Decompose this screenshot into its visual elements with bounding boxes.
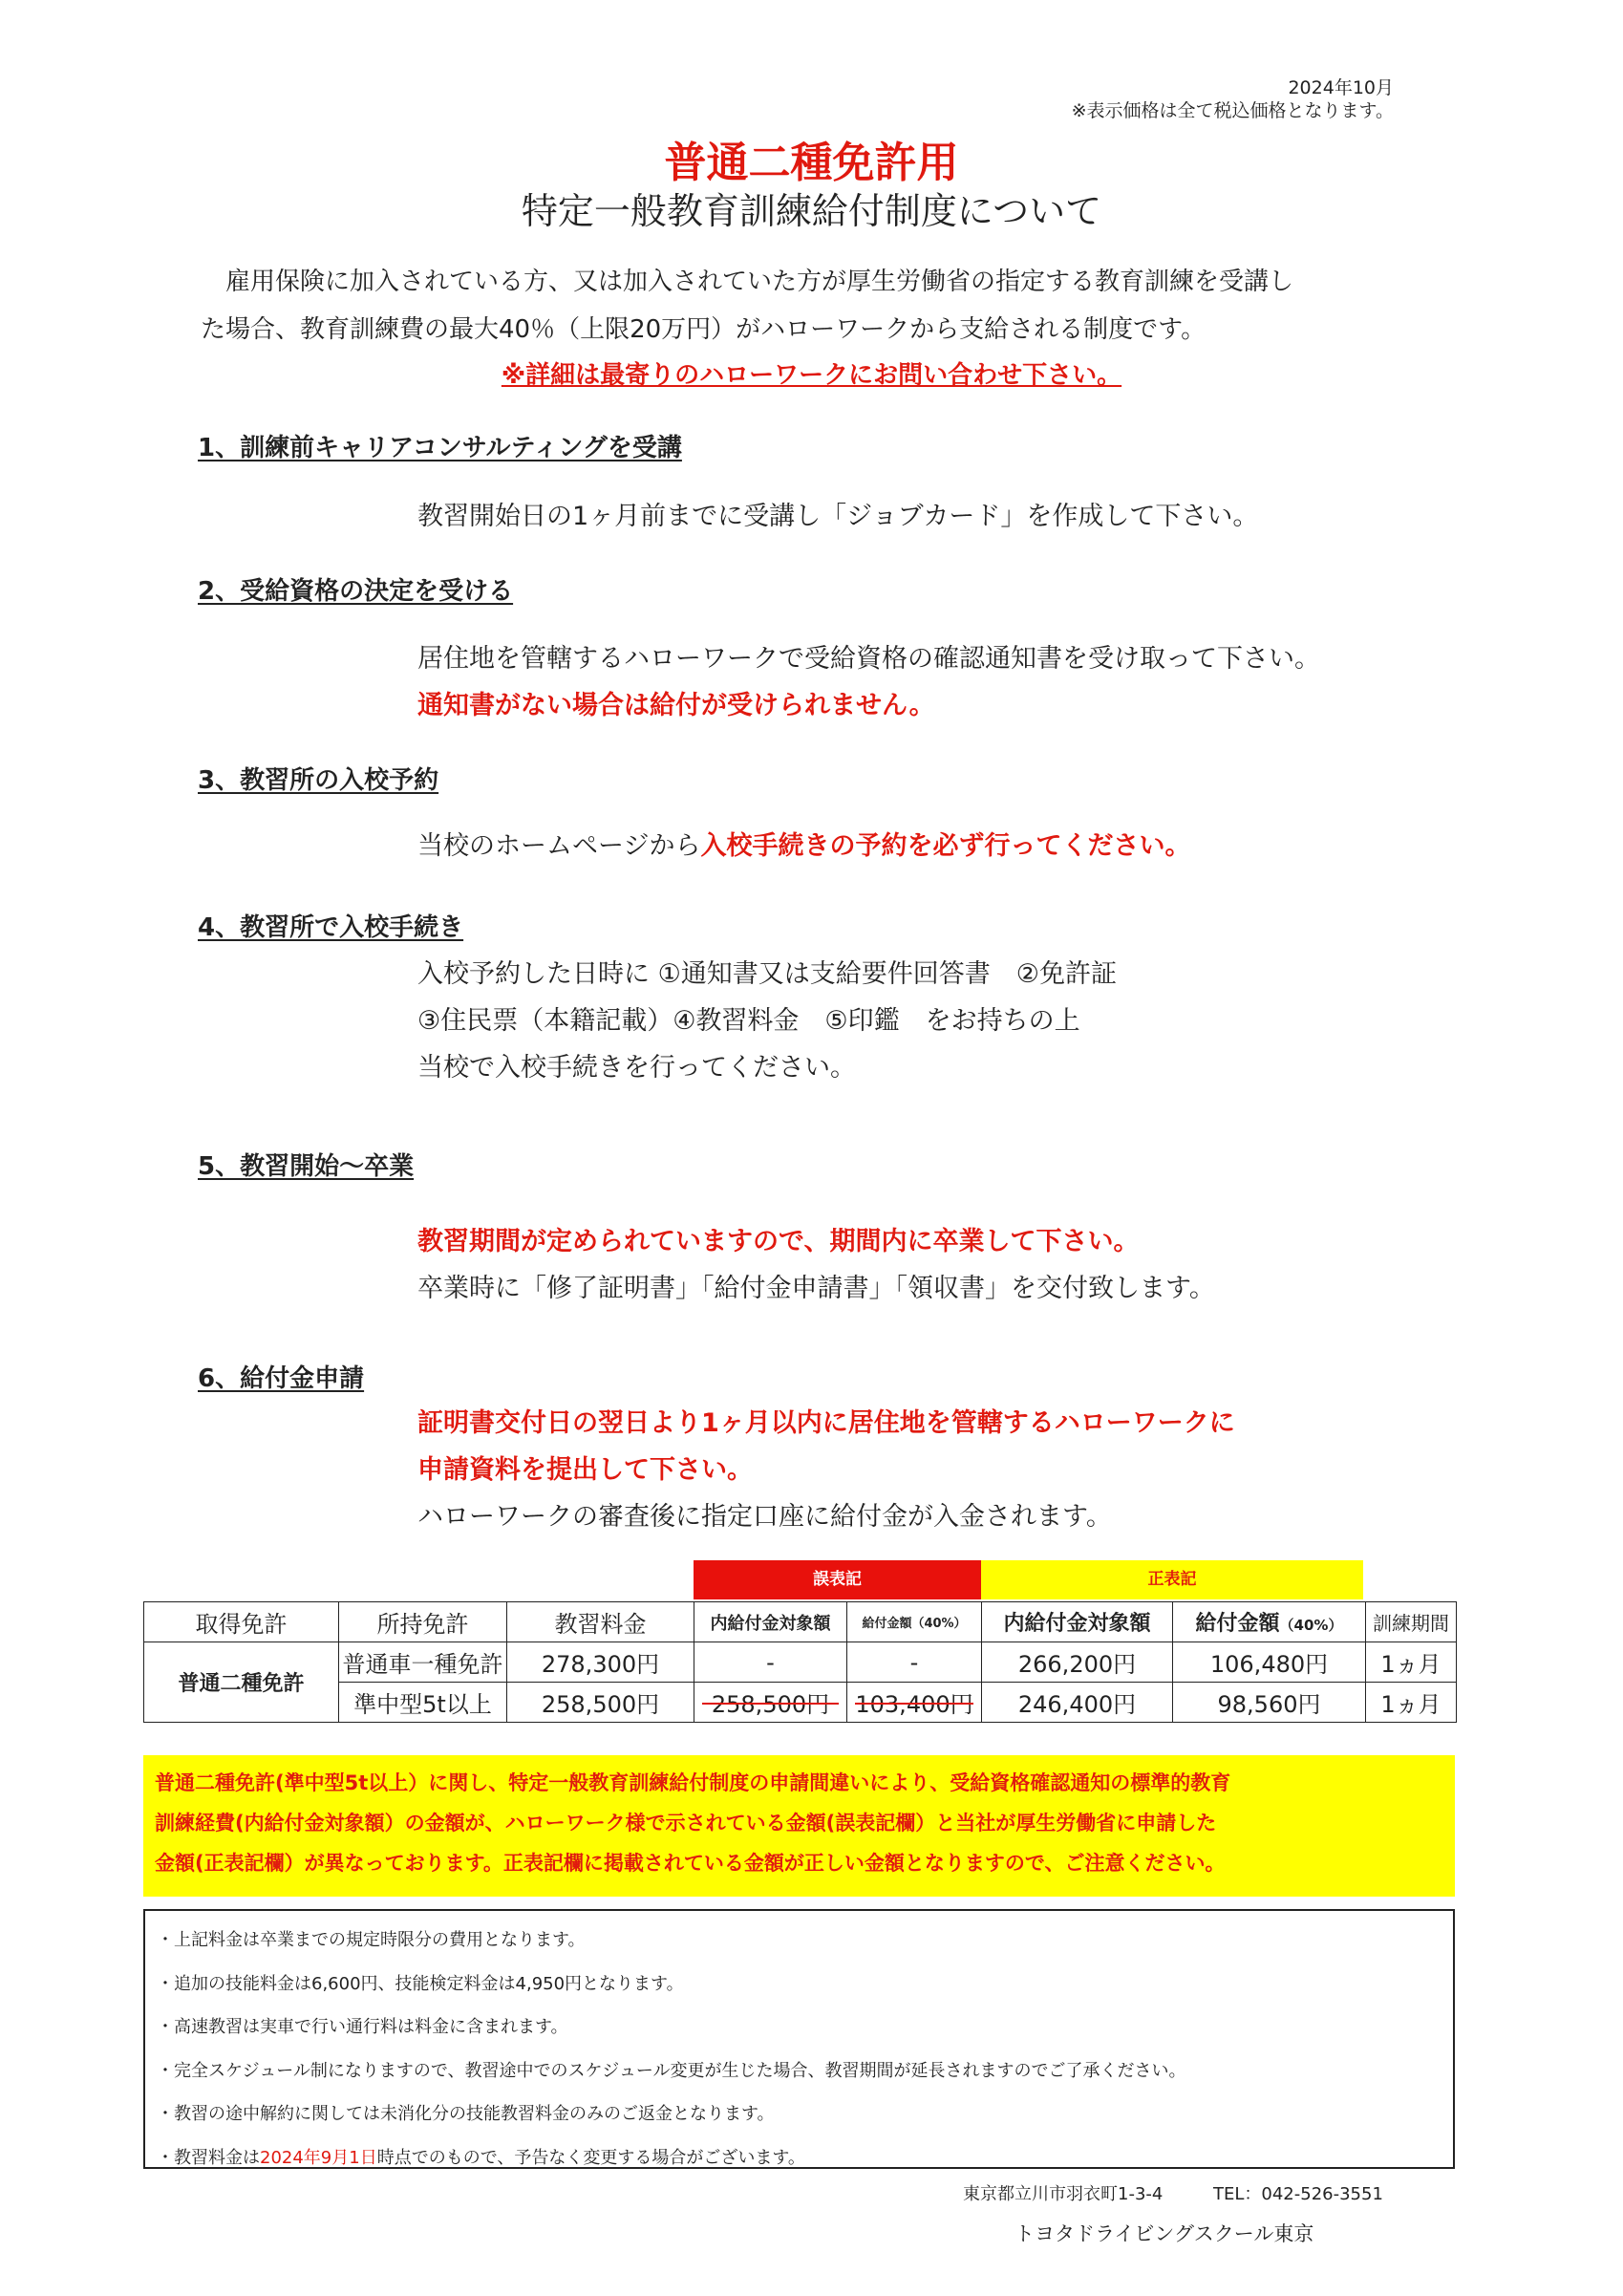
note-4: ・完全スケジュール制になりますので、教習途中でのスケジュール変更が生じた場合、教習期間が延長されますのでご了承ください。 [157, 2060, 1186, 2081]
section-4-heading: 4、教習所で入校手続き [198, 913, 464, 942]
section-1-heading: 1、訓練前キャリアコンサルティングを受講 [198, 434, 682, 462]
header-correct-target: 内給付金対象額 [982, 1602, 1173, 1642]
section-4-line-2: ③住民票（本籍記載）④教習料金 ⑤印鑑 をお持ちの上 [417, 1006, 1080, 1036]
page-subtitle: 特定一般教育訓練給付制度について [521, 190, 1102, 232]
intro-line-2: た場合、教育訓練費の最大40％（上限20万円）がハローワークから支給される制度です。 [201, 315, 1207, 344]
row2-wrong-amount: 103,400円 [847, 1683, 982, 1723]
section-3-body [417, 823, 1190, 869]
header-wrong-amount: 給付金額（40%） [847, 1602, 982, 1642]
section-4-body [417, 951, 1117, 1091]
section-6-line-1: 証明書交付日の翌日より1ヶ月以内に居住地を管轄するハローワークに [417, 1408, 1235, 1438]
notice-line-1: 普通二種免許(準中型5t以上）に関し、特定一般教育訓練給付制度の申請間違いにより、受給資格確認通知の標準的教育 [155, 1771, 1231, 1794]
license-name-cell: 普通二種免許 [144, 1642, 339, 1723]
intro-line-1: 雇用保険に加入されている方、又は加入されていた方が厚生労働省の指定する教育訓練を受講し [225, 268, 1294, 296]
section-2-body [417, 635, 1320, 729]
table-row [144, 1683, 1457, 1723]
intro-note-text: ※詳細は最寄りのハローワークにお問い合わせ下さい。 [501, 361, 1122, 390]
header-period: 訓練期間 [1366, 1602, 1457, 1642]
section-2-line-1: 居住地を管轄するハローワークで受給資格の確認通知書を受け取って下さい。 [417, 644, 1320, 674]
section-1-line-1: 教習開始日の1ヶ月前までに受講し「ジョブカード」を作成して下さい。 [417, 502, 1259, 531]
row2-correct-amount: 98,560円 [1173, 1683, 1366, 1723]
row1-correct-target: 266,200円 [982, 1642, 1173, 1683]
header-correct-amount-main: 給付金額 [1195, 1612, 1280, 1636]
section-6-line-2: 申請資料を提出して下さい。 [417, 1455, 753, 1485]
footer-address: 東京都立川市羽衣町1-3-4 [963, 2184, 1164, 2204]
note-2: ・追加の技能料金は6,600円、技能検定料金は4,950円となります。 [157, 1973, 684, 1994]
table-row [144, 1642, 1457, 1683]
row1-period: 1ヵ月 [1366, 1642, 1457, 1683]
note-1: ・上記料金は卒業までの規定時限分の費用となります。 [157, 1930, 586, 1950]
correction-notice [143, 1755, 1455, 1897]
footer-school: トヨタドライビングスクール東京 [1014, 2222, 1314, 2245]
section-1-body [417, 493, 1258, 540]
intro-paragraph [201, 258, 1442, 354]
section-6-line-3: ハローワークの審査後に指定口座に給付金が入金されます。 [417, 1502, 1112, 1532]
note-6c: 時点でのもので、予告なく変更する場合がございます。 [376, 2147, 805, 2168]
note-6a: ・教習料金は [157, 2147, 260, 2168]
note-3: ・高速教習は実車で行い通行料は料金に含まれます。 [157, 2017, 568, 2037]
section-5-heading: 5、教習開始～卒業 [198, 1152, 415, 1181]
section-5-body [417, 1218, 1215, 1312]
section-6-heading: 6、給付金申請 [198, 1364, 365, 1393]
notes-box [143, 1909, 1455, 2169]
row1-held: 普通車一種免許 [339, 1642, 507, 1683]
row2-wrong-target: 258,500円 [694, 1683, 847, 1723]
section-5-line-2: 卒業時に「修了証明書」「給付金申請書」「領収書」を交付致します。 [417, 1274, 1215, 1303]
issue-date: 2024年10月 [1288, 77, 1394, 98]
row2-correct-target: 246,400円 [982, 1683, 1173, 1723]
note-6 [157, 2136, 1441, 2180]
correct-label: 正表記 [981, 1560, 1363, 1599]
section-5-line-1: 教習期間が定められていますので、期間内に卒業して下さい。 [417, 1227, 1140, 1256]
note-6-date: 2024年9月1日 [260, 2147, 377, 2168]
header-license: 取得免許 [144, 1602, 339, 1642]
wrong-label: 誤表記 [694, 1560, 981, 1599]
row1-wrong-target: - [694, 1642, 847, 1683]
table-header-row [144, 1602, 1457, 1642]
section-2-warning: 通知書がない場合は給付が受けられません。 [417, 691, 935, 720]
footer-tel: TEL：042-526-3551 [1213, 2184, 1383, 2204]
date-block [1072, 76, 1394, 122]
intro-note [0, 355, 1623, 391]
header-held: 所持免許 [339, 1602, 507, 1642]
section-4-line-3: 当校で入校手続きを行ってください。 [417, 1053, 856, 1083]
row1-wrong-amount: - [847, 1642, 982, 1683]
row2-period: 1ヵ月 [1366, 1683, 1457, 1723]
header-correct-amount [1173, 1602, 1366, 1642]
header-fee: 教習料金 [507, 1602, 694, 1642]
row2-held: 準中型5t以上 [339, 1683, 507, 1723]
row1-correct-amount: 106,480円 [1173, 1642, 1366, 1683]
row1-fee: 278,300円 [507, 1642, 694, 1683]
header-correct-amount-pct: （40%） [1279, 1617, 1343, 1634]
row2-fee: 258,500円 [507, 1683, 694, 1723]
header-wrong-target: 内給付金対象額 [694, 1602, 847, 1642]
section-3-heading: 3、教習所の入校予約 [198, 766, 439, 795]
section-4-line-1: 入校予約した日時に ①通知書又は支給要件回答書 ②免許証 [417, 959, 1117, 989]
section-3-line-1a: 当校のホームページから [417, 831, 701, 861]
page-title: 普通二種免許用 [664, 139, 959, 187]
notice-line-3: 金額(正表記欄）が異なっております。正表記欄に掲載されている金額が正しい金額となりますので、ご注意ください。 [155, 1852, 1226, 1875]
notice-line-2: 訓練経費(内給付金対象額）の金額が、ハローワーク様で示されている金額(誤表記欄）と当社が厚生労働省に申請した [155, 1812, 1217, 1835]
note-5: ・教習の途中解約に関しては未消化分の技能教習料金のみのご返金となります。 [157, 2104, 775, 2124]
tax-note: ※表示価格は全て税込価格となります。 [1071, 100, 1394, 121]
section-2-heading: 2、受給資格の決定を受ける [198, 577, 514, 606]
section-3-line-1b: 入校手続きの予約を必ず行ってください。 [700, 831, 1191, 861]
section-6-body [417, 1400, 1235, 1540]
fee-table [143, 1601, 1457, 1723]
